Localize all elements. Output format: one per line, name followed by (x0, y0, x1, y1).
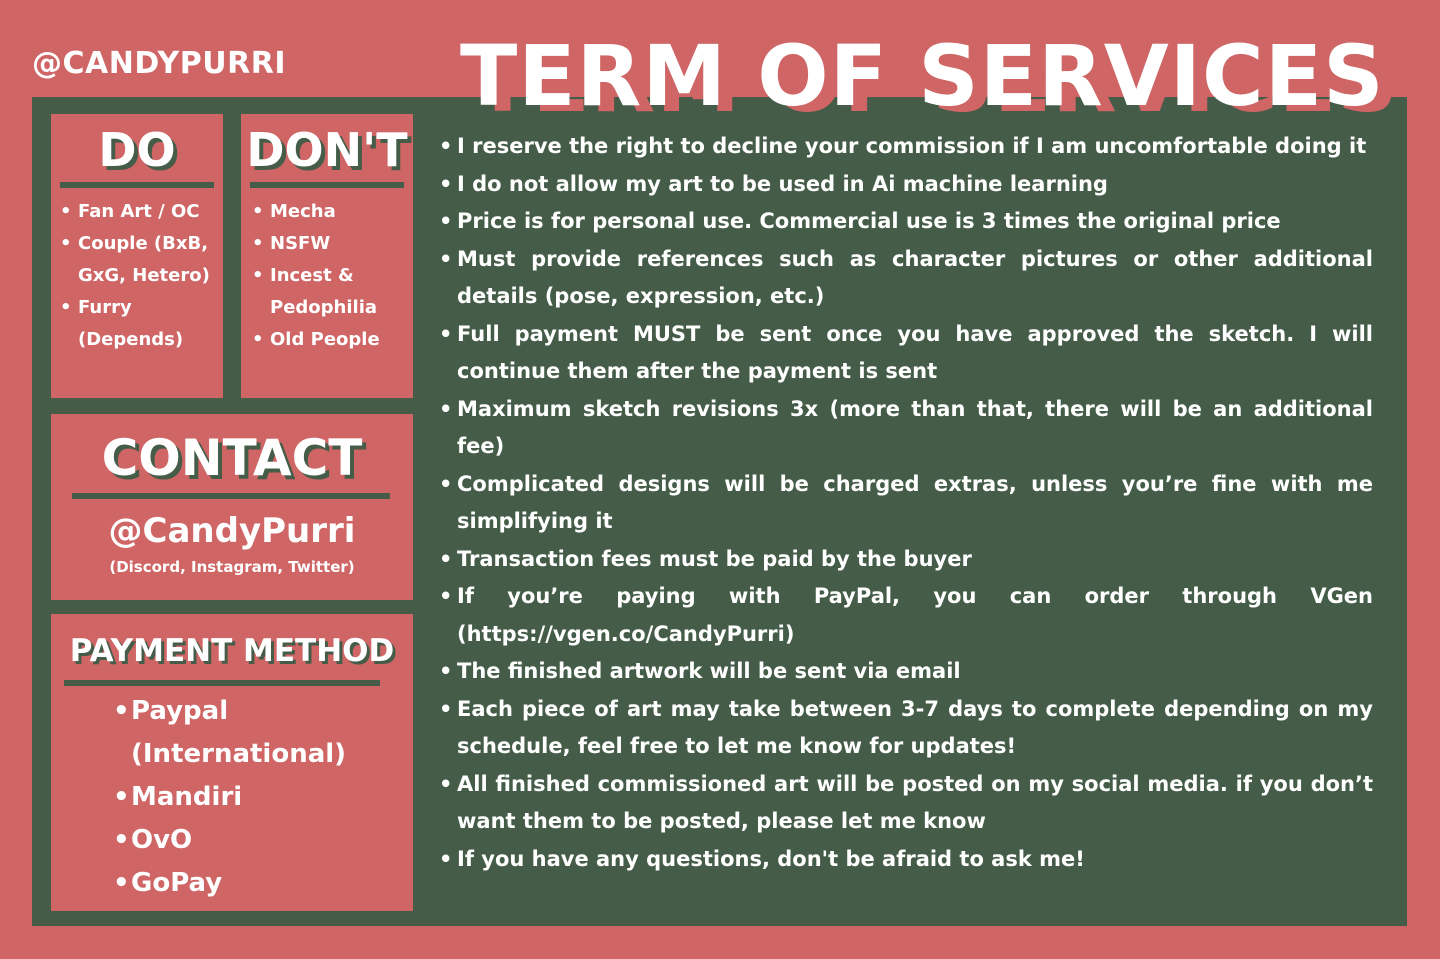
term-item: • If you have any questions, don't be afraid to ask me! (439, 841, 1373, 879)
terms-list (439, 128, 1373, 878)
dont-list (252, 196, 404, 356)
dont-box (241, 114, 413, 398)
term-item: • The finished artwork will be sent via email (439, 653, 1373, 691)
do-list (60, 196, 218, 356)
contact-divider (72, 493, 390, 499)
list-item: • Paypal (International) (113, 690, 403, 776)
payment-divider (64, 680, 380, 686)
brand-handle: @CANDYPURRI (32, 46, 286, 81)
list-item: • Incest & Pedophilia (252, 260, 404, 324)
list-item: • Old People (252, 324, 404, 356)
list-item: • Mandiri (113, 776, 403, 819)
do-divider (60, 182, 214, 188)
contact-handle: @CandyPurri (108, 511, 356, 551)
payment-box (51, 614, 413, 911)
term-item: • All finished commissioned art will be posted on my social media. if you don’t want them to be posted, please let me know (439, 766, 1373, 841)
list-item: • OvO (113, 819, 403, 862)
contact-platforms: (Discord, Instagram, Twitter) (109, 558, 355, 576)
term-item: • Each piece of art may take between 3-7 days to complete depending on my schedule, feel free to let me know for updates! (439, 691, 1373, 766)
term-item: • Maximum sketch revisions 3x (more than that, there will be an additional fee) (439, 391, 1373, 466)
do-heading: DO (98, 123, 176, 177)
contact-heading: CONTACT (101, 429, 363, 487)
list-item: • GoPay (113, 862, 403, 905)
list-item: • Fan Art / OC (60, 196, 218, 228)
term-item: • Price is for personal use. Commercial use is 3 times the original price (439, 203, 1373, 241)
dont-divider (250, 182, 404, 188)
dont-heading: DON'T (246, 123, 408, 177)
list-item: • Mecha (252, 196, 404, 228)
term-item: • Transaction fees must be paid by the buyer (439, 541, 1373, 579)
page-title: TERM OF SERVICES (460, 27, 1385, 125)
term-item: • Must provide references such as character pictures or other additional details (pose, expression, etc.) (439, 241, 1373, 316)
term-item: • Complicated designs will be charged extras, unless you’re fine with me simplifying it (439, 466, 1373, 541)
list-item: • NSFW (252, 228, 404, 260)
payment-heading: PAYMENT METHOD (69, 633, 395, 669)
term-item: • I reserve the right to decline your commission if I am uncomfortable doing it (439, 128, 1373, 166)
payment-list (113, 690, 403, 905)
term-item: • I do not allow my art to be used in Ai machine learning (439, 166, 1373, 204)
term-item: • Full payment MUST be sent once you have approved the sketch. I will continue them after the payment is sent (439, 316, 1373, 391)
list-item: • Furry (Depends) (60, 292, 218, 356)
contact-box (51, 414, 413, 600)
term-item: • If you’re paying with PayPal, you can order through VGen (https://vgen.co/CandyPurri) (439, 578, 1373, 653)
list-item: • Couple (BxB, GxG, Hetero) (60, 228, 218, 292)
do-box (51, 114, 223, 398)
